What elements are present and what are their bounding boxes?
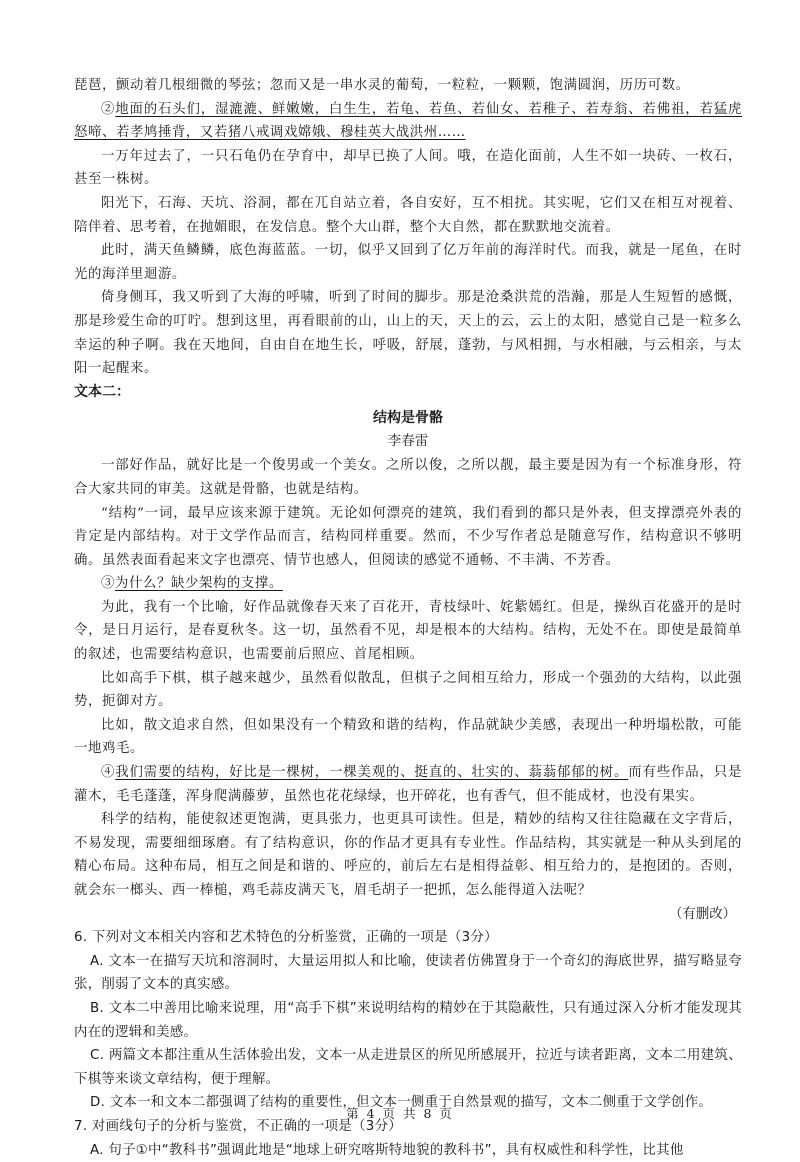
underlined-sentence-4: 我们需要的结构，好比是一棵树，一棵美观的、挺直的、壮实的、蓊蓊郁郁的树。 <box>115 765 629 781</box>
text-one-paragraph: 倚身侧耳，我又听到了大海的呼啸，听到了时间的脚步。那是沧桑洪荒的浩瀚，那是人生短暂的感慨，那是珍爱生命的叮咛。想到这里，再看眼前的山，山上的天，天上的云，云上的太阳，感觉自己是一粒多么幸运的种子啊。我在天地间，自由自在地生长，呼吸，舒展，蓬勃，与风相拥，与水相融，与云相亲，与太阳一起醒来。 <box>74 290 742 377</box>
question-6-option-c: C. 两篇文本都注重从生活体验出发，文本一从走进景区的所见所感展开，拉近与读者距离，文本二用建筑、下棋等来谈文章结构，便于理解。 <box>74 1048 742 1087</box>
text-two-paragraph: “结构”一词，最早应该来源于建筑。无论如何漂亮的建筑，我们看到的都只是外表，但支撑漂亮外表的肯定是内部结构。对于文学作品而言，结构同样重要。然而，不少写作者总是随意写作，结构意识不够明确。虽然表面看起来文字也漂亮、情节也感人，但阅读的感觉不通畅、不丰满、不芳香。 <box>74 505 742 568</box>
question-7-option-a: A. 句子①中“教科书”强调此地是“地球上研究喀斯特地貌的教科书”，具有权威性和科学性，比其他 <box>90 1142 684 1158</box>
article-title: 结构是骨骼 <box>373 410 443 427</box>
sentence-marker: ④ <box>101 765 116 781</box>
text-one-paragraph: 一万年过去了，一只石龟仍在孕育中，却早已换了人间。哦，在造化面前，人生不如一块砖、一枚石，甚至一株树。 <box>74 148 742 188</box>
question-7-stem: 7. 对画线句子的分析与鉴赏，不正确的一项是（3分） <box>74 1118 402 1134</box>
text-one-paragraph: 琵琶，颤动着几根细微的琴弦；忽而又是一串水灵的葡萄，一粒粒，一颗颗，饱满圆润，历历可数。 <box>74 78 690 93</box>
article-author: 李春雷 <box>387 433 429 450</box>
text-two-paragraph: 一部好作品，就好比是一个俊男或一个美女。之所以俊，之所以靓，最主要是因为有一个标准身形，符合大家共同的审美。这就是骨骼，也就是结构。 <box>74 458 742 497</box>
question-6-option-b: B. 文本二中善用比喻来说理，用“高手下棋”来说明结构的精妙在于其隐蔽性，只有通过深入分析才能发现其内在的逻辑和美感。 <box>74 1000 742 1040</box>
text-two-paragraph: 科学的结构，能使叙述更饱满，更具张力，也更具可读性。但是，精妙的结构又往往隐藏在文字背后，不易发现，需要细细琢磨。有了结构意识，你的作品才更具有专业性。作品结构，其实就是一种从头到尾的精心布局。这种布局，相互之间是和谐的、呼应的，前后左右是相得益彰、相互给力的，是抱团的。否则，就会东一榔头、西一棒槌，鸡毛蒜皮满天飞，眉毛胡子一把抓，怎么能得道入法呢？ <box>74 812 742 898</box>
text-one-paragraph: 阳光下，石海、天坑、浴洞，都在兀自站立着，各自安好，互不相扰。其实呢，它们又在相互对视着、陪伴着、思考着，在抛媚眼，在发信息。整个大山群，整个大自然，都在默默地交流着。 <box>74 195 742 235</box>
text-two-label: 文本二： <box>74 383 130 400</box>
underlined-sentence-3: 为什么？缺少架构的支撑。 <box>115 576 283 592</box>
text-one-paragraph-underlined <box>74 98 742 145</box>
underlined-sentence-2: 地面的石头们，湿漉漉、鲜嫩嫩，白生生，若龟、若鱼、若仙女、若稚子、若寿翁、若佛祖，若猛虎怒啼、若孝鸠捶背，又若猪八戒调戏嫦娥、穆桂英大战洪州…… <box>74 101 742 141</box>
paragraph-continuation: 而有些作品，只是灌木，毛毛蓬蓬，浑身爬满藤萝，虽然也花花绿绿，也开碎花，也有香气，但不能成材，也没有果实。 <box>74 765 742 804</box>
page-footer: 第 4 页 共 8 页 <box>346 1106 454 1121</box>
text-two-paragraph-underlined <box>74 572 742 596</box>
question-6-stem: 6. 下列对文本相关内容和艺术特色的分析鉴赏，正确的一项是（3分） <box>74 930 498 946</box>
sentence-marker: ② <box>101 101 116 117</box>
text-two-paragraph: 为此，我有一个比喻，好作品就像春天来了百花开，青枝绿叶、姹紫嫣红。但是，操纵百花盛开的是时令，是日月运行，是春夏秋冬。这一切，虽然看不见，却是根本的大结构。结构，无处不在。即使是最简单的叙述，也需要结构意识，也需要前后照应、首尾相顾。 <box>74 599 742 663</box>
question-6-option-d: D. 文本一和文本二都强调了结构的重要性，但文本一侧重于自然景观的描写，文本二侧重于文学创作。 <box>90 1095 713 1111</box>
text-two-paragraph-underlined <box>74 761 742 808</box>
abridged-note: （有删改） <box>669 906 736 922</box>
question-6-option-a: A. 文本一在描写天坑和溶洞时，大量运用拟人和比喻，使读者仿佛置身于一个奇幻的海底世界，描写略显夸张，削弱了文本的真实感。 <box>74 953 742 993</box>
text-two-paragraph: 比如高手下棋，棋子越来越少，虽然看似散乱，但棋子之间相互给力，形成一个强劲的大结构，以此强势，扼御对方。 <box>74 670 742 710</box>
text-two-paragraph: 比如，散文追求自然，但如果没有一个精致和谐的结构，作品就缺少美感，表现出一种坍塌松散，可能一地鸡毛。 <box>74 717 742 757</box>
sentence-marker: ③ <box>101 576 115 592</box>
text-one-paragraph: 此时，满天鱼鳞鳞，底色海蓝蓝。一切，似乎又回到了亿万年前的海洋时代。而我，就是一尾鱼，在时光的海洋里迴游。 <box>74 243 742 282</box>
